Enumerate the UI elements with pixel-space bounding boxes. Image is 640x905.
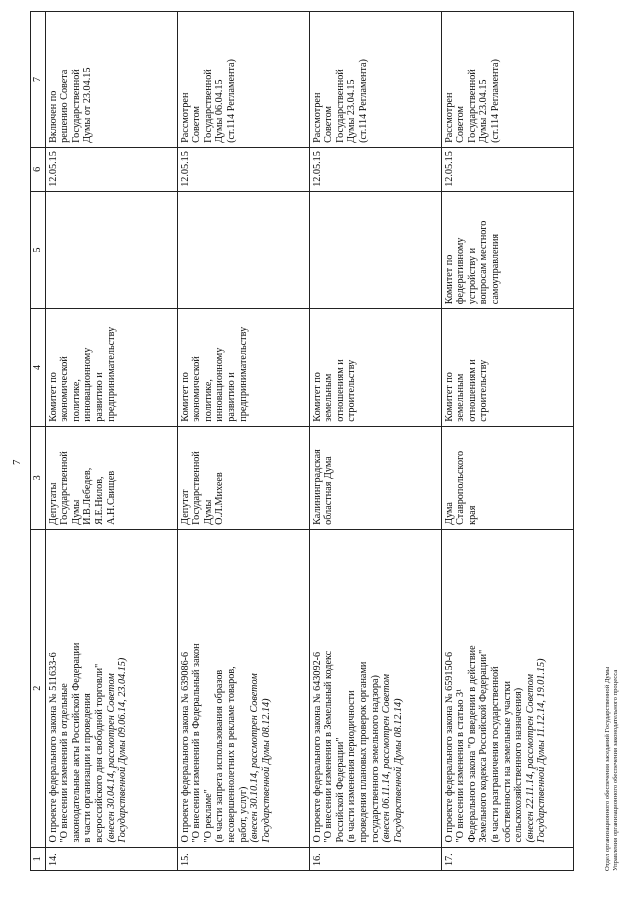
- cell-line: развитию и: [225, 372, 237, 422]
- cell-line: Калининградская: [311, 449, 323, 525]
- author-cell: [177, 426, 309, 529]
- cell-line: Рассмотрен: [311, 92, 323, 143]
- cell-line: Думы от 23.04.15: [82, 67, 94, 143]
- table-row: [177, 12, 309, 871]
- cell-line: инновационному: [214, 347, 226, 422]
- header-col-1: 1: [31, 847, 46, 870]
- cell-line: Федерального закона "О введении в действие: [466, 645, 478, 843]
- description-note-line: Государственной Думы 08.12.14): [260, 698, 272, 843]
- cell-line: Думы 23.04.15: [478, 79, 490, 143]
- cell-line: И.В.Лебедев,: [82, 467, 94, 525]
- cell-line: Рассмотрен: [179, 92, 191, 143]
- cell-line: всероссийского дня свободной торговли": [93, 663, 105, 843]
- co-committee-cell: [177, 191, 309, 308]
- cell-line: "О внесении изменения в статью 3¹: [455, 688, 467, 843]
- status-cell: [441, 12, 573, 148]
- description-note-line: Государственной Думы 09.06.14, 23.04.15): [117, 657, 129, 843]
- header-row: [31, 12, 46, 871]
- cell-line: (в части изменения периодичности: [346, 690, 358, 843]
- cell-line: в части организации и проведения: [82, 693, 94, 843]
- cell-line: законодательные акты Российской Федерации: [70, 642, 82, 843]
- cell-line: Включен по: [47, 90, 59, 143]
- page-number: 7: [11, 459, 23, 465]
- co-committee-cell: [441, 191, 573, 308]
- cell-line: "О рекламе": [202, 789, 214, 843]
- bills-table: [30, 11, 574, 871]
- cell-line: экономической: [191, 356, 203, 422]
- cell-line: Депутаты: [47, 482, 59, 525]
- cell-line: отношениям и: [334, 359, 346, 422]
- cell-line: государственного земельного надзора): [369, 675, 381, 843]
- cell-line: "О внесении изменений в отдельные: [59, 683, 71, 843]
- description-note-line: (внесен 30.04.14, рассмотрен Советом: [105, 673, 117, 843]
- cell-line: Государственной: [70, 69, 82, 143]
- cell-line: (ст.114 Регламента): [489, 59, 501, 143]
- cell-line: Комитет по: [47, 372, 59, 422]
- committee-cell: [309, 309, 441, 426]
- header-col-3: 3: [31, 426, 46, 529]
- co-committee-cell: [309, 191, 441, 308]
- status-cell: [309, 12, 441, 148]
- cell-line: земельным: [455, 373, 467, 422]
- cell-line: экономической: [59, 356, 71, 422]
- cell-line: развитию и: [93, 372, 105, 422]
- cell-line: (ст.114 Регламента): [225, 59, 237, 143]
- cell-line: областная Дума: [323, 456, 335, 525]
- cell-line: "О внесении изменения в Земельный кодекс: [323, 650, 335, 843]
- cell-line: края: [466, 505, 478, 525]
- cell-line: Депутат: [179, 489, 191, 525]
- cell-line: Думы 23.04.15: [346, 79, 358, 143]
- cell-line: собственности на земельные участки: [501, 681, 513, 843]
- cell-line: устройству и: [466, 247, 478, 305]
- cell-line: Комитет по: [443, 372, 455, 422]
- row-number: 14.: [45, 847, 177, 870]
- cell-line: предпринимательству: [237, 326, 249, 422]
- table-row: [441, 12, 573, 871]
- cell-line: Советом: [455, 106, 467, 143]
- author-cell: [45, 426, 177, 529]
- cell-line: предпринимательству: [105, 326, 117, 422]
- header-col-6: 6: [31, 147, 46, 191]
- cell-line: О проекте федерального закона № 643092-6: [311, 651, 323, 843]
- header-col-4: 4: [31, 309, 46, 426]
- cell-line: Ставропольского: [455, 450, 467, 525]
- cell-line: А.Н.Свищев: [105, 470, 117, 525]
- cell-line: (в части разграничения государственной: [489, 666, 501, 843]
- description-note-line: Государственной Думы 08.12.14): [392, 698, 404, 843]
- header-col-2: 2: [31, 529, 46, 847]
- cell-line: самоуправления: [489, 233, 501, 305]
- cell-line: Советом: [323, 106, 335, 143]
- committee-cell: [441, 309, 573, 426]
- table-row: [45, 12, 177, 871]
- description-note-line: (внесен 30.10.14, рассмотрен Советом: [249, 673, 261, 843]
- header-col-5: 5: [31, 191, 46, 308]
- date-cell: 12.05.15: [309, 147, 441, 191]
- description-note-line: (внесен 06.11.14, рассмотрен Советом: [381, 674, 393, 843]
- row-number: 16.: [309, 847, 441, 870]
- cell-line: федеративному: [455, 237, 467, 305]
- cell-line: политике,: [70, 379, 82, 422]
- cell-line: строительству: [346, 359, 358, 422]
- cell-line: сельскохозяйственного назначения): [513, 687, 525, 843]
- cell-line: земельным: [323, 373, 335, 422]
- cell-line: строительству: [478, 359, 490, 422]
- cell-line: решению Совета: [59, 69, 71, 143]
- cell-line: Дума: [443, 502, 455, 525]
- co-committee-cell: [45, 191, 177, 308]
- cell-line: политике,: [202, 379, 214, 422]
- description-cell: [441, 529, 573, 847]
- cell-line: Государственной: [202, 69, 214, 143]
- cell-line: Государственной: [466, 69, 478, 143]
- description-cell: [45, 529, 177, 847]
- cell-line: Комитет по: [311, 372, 323, 422]
- committee-cell: [45, 309, 177, 426]
- cell-line: инновационному: [82, 347, 94, 422]
- cell-line: О.Л.Михеев: [214, 472, 226, 525]
- cell-line: вопросам местного: [478, 220, 490, 305]
- cell-line: О проекте федерального закона № 639086-6: [179, 651, 191, 843]
- author-cell: [441, 426, 573, 529]
- cell-line: Думы: [202, 499, 214, 525]
- author-cell: [309, 426, 441, 529]
- cell-line: несовершеннолетних в рекламе товаров,: [225, 666, 237, 843]
- cell-line: работ, услуг): [237, 786, 249, 843]
- cell-line: Государственной: [191, 451, 203, 525]
- cell-line: (в части запрета использования образов: [214, 669, 226, 843]
- cell-line: Советом: [191, 106, 203, 143]
- cell-line: (ст.114 Регламента): [357, 59, 369, 143]
- cell-line: Комитет по: [179, 372, 191, 422]
- date-cell: 12.05.15: [45, 147, 177, 191]
- cell-line: отношениям и: [466, 359, 478, 422]
- cell-line: Рассмотрен: [443, 92, 455, 143]
- cell-line: "О внесении изменений в Федеральный закон: [191, 643, 203, 843]
- cell-line: О проекте федерального закона № 659150-6: [443, 651, 455, 843]
- cell-line: Думы 06.04.15: [214, 79, 226, 143]
- cell-line: Государственной: [59, 451, 71, 525]
- cell-line: О проекте федерального закона № 511633-6: [47, 652, 59, 843]
- committee-cell: [177, 309, 309, 426]
- table-body: [45, 12, 573, 871]
- description-cell: [177, 529, 309, 847]
- row-number: 15.: [177, 847, 309, 870]
- cell-line: Я.Е.Нилов,: [93, 476, 105, 525]
- cell-line: Российской Федерации": [334, 737, 346, 843]
- cell-line: Думы: [70, 499, 82, 525]
- date-cell: 12.05.15: [177, 147, 309, 191]
- header-col-7: 7: [31, 12, 46, 148]
- status-cell: [45, 12, 177, 148]
- description-note-line: Государственной Думы 11.12.14, 19.01.15): [536, 658, 548, 843]
- date-cell: 12.05.15: [441, 147, 573, 191]
- cell-line: Земельного кодекса Российской Федерации": [478, 649, 490, 843]
- description-note-line: (внесен 22.11.14, рассмотрен Советом: [524, 674, 536, 843]
- description-cell: [309, 529, 441, 847]
- footer: [604, 667, 620, 871]
- status-cell: [177, 12, 309, 148]
- footer-line: Отдел организационного обеспечения заседаний Государственной Думы: [604, 666, 611, 871]
- row-number: 17.: [441, 847, 573, 870]
- cell-line: проведения плановых проверок органами: [357, 661, 369, 843]
- table-row: [309, 12, 441, 871]
- cell-line: Комитет по: [443, 254, 455, 305]
- footer-line: Управления организационного обеспечения законодательного процесса: [612, 669, 619, 871]
- cell-line: Государственной: [334, 69, 346, 143]
